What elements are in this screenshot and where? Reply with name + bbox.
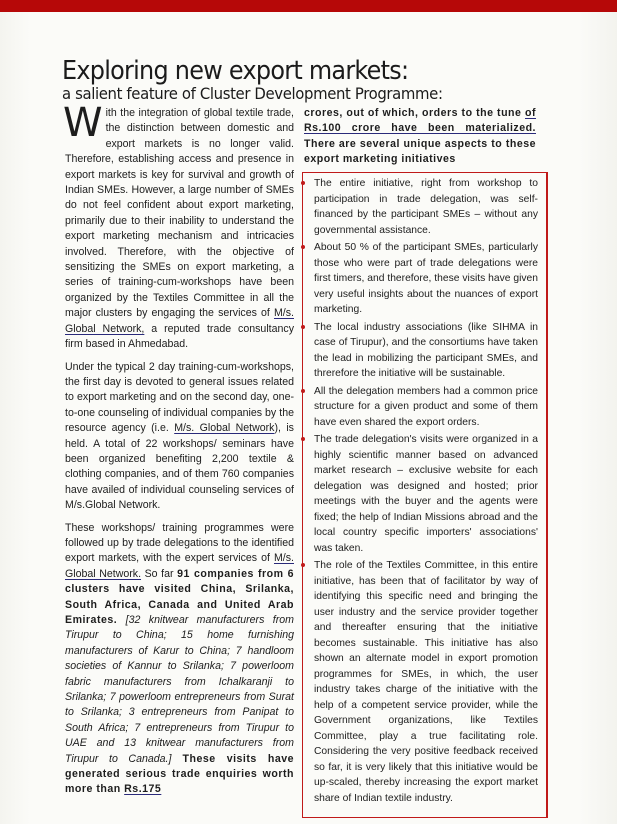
initiative-item: The role of the Textiles Committee, in this entire initiative, has been that of facilitator by way of identifying this specific need and bringing the user industry and the service provider together and thereafter ensuring that the initiative becomes sustainable. This initiative has also shown an alternate model in export promotion programmes for SMEs, in which, the user industry takes charge of the initiative with the help of a competent service provider, while the Government organizations, like Textiles Committee, play a true facilitating role. Considering the very positive feedback received so far, it is very likely that this initiative would be up-scaled, thereby increasing the export market share of Indian textile industry. — [314, 558, 538, 806]
initiative-item: All the delegation members had a common price structure for a given product and some of them have even shared the export orders. — [314, 384, 538, 431]
delegation-highlight: 91 companies from 6 clusters have visited China, Srilanka, South Africa, Canada and United Arab Emirates. — [65, 567, 294, 626]
left-column — [63, 100, 294, 805]
article-title: Exploring new export markets: — [62, 56, 409, 86]
delegation-details: [32 knitwear manufacturers from Tirupur to China; 15 home furnishing manufacturers of Karur to China; 7 handloom societies of Kannur to Srilanka; 7 powerloom fabric manufacturers from Ichalkaranji to Srilanka; 7 powerloom entrepreneurs from Surat to Srilanka; 3 entrepreneurs from Panipat to South Africa; 7 entrepreneurs from Tirupur to UAE and 13 knitwear manufacturers from Tirupur to Canada.] — [65, 614, 294, 765]
top-color-bar — [0, 0, 617, 12]
initiative-item: About 50 % of the participant SMEs, particularly those who were part of trade delegations were first timers, and therefore, these visits have given very useful insights about the nuances of export marketing. — [314, 240, 538, 318]
paragraph-workshops: Under the typical 2 day training-cum-workshops, the first day is devoted to general issues related to export marketing and on the second day, one-to-one counseling of individual companies by the resource agency (i.e. M/s. Global Network), is held. A total of 22 workshops/ seminars have been organized benefiting 2,200 textile & clothing companies, and of them 760 companies have availed of individual counseling services of M/s.Global Network. — [65, 360, 294, 512]
initiative-item: The trade delegation's visits were organized in a highly scientific manner based on advanced market research – exclusive website for each delegation was designed and hosted; prior meetings with the buyer and the agents were fixed; the help of Indian Missions abroad and the local country specific importers' associations' was taken. — [314, 432, 538, 556]
initiative-item: The local industry associations (like SIHMA in case of Tirupur), and the consortiums have taken the lead in mobilizing the participant SMEs, and threrefore the initiative will be sustainable. — [314, 320, 538, 382]
paragraph-delegations: These workshops/ training programmes were followed up by trade delegations to the identified export markets, with the expert services of M/s. Global Network. So far 91 companies from 6 clusters have visited China, Srilanka, South Africa, Canada and United Arab Emirates. [32 knitwear manufacturers from Tirupur to China; 15 home furnishing manufacturers of Karur to China; 7 handloom societies of Kannur to Srilanka; 7 powerloom fabric manufacturers from Ichalkaranji to Srilanka; 7 powerloom entrepreneurs from Surat to Srilanka; 3 entrepreneurs from Panipat to South Africa; 7 entrepreneurs from Tirupur to UAE and 13 knitwear manufacturers from Tirupur to Canada.] These visits have generated serious trade enquiries worth more than Rs.175 — [65, 521, 294, 796]
initiative-item: The entire initiative, right from workshop to participation in trade delegation, was self-financed by the participant SMEs – without any governmental assistance. — [314, 176, 538, 238]
right-column — [304, 106, 536, 175]
global-network-link: M/s. Global Network, — [65, 307, 294, 335]
paragraph-intro: With the integration of global textile trade, the distinction between domestic and export markets is no longer valid. Therefore, establishing access and presence in export markets is key for survival and growth of Indian SMEs. However, a large number of SMEs do not feel confident about export marketing, primarily due to their inability to understand the export marketing mechanism and intricacies involved. Therefore, with the objective of sensitizing the SMEs on export marketing, a series of training-cum-workshops have been organized by the Textiles Committee in all the major clusters by engaging the services of M/s. Global Network, a reputed trade consultancy firm based in Ahmedabad. — [63, 100, 294, 351]
initiatives-box — [302, 172, 548, 818]
bullet-icon — [301, 245, 305, 249]
bullet-icon — [301, 437, 305, 441]
global-network-link: M/s. Global Network. — [65, 552, 294, 580]
bullet-icon — [301, 181, 305, 185]
bullet-icon — [301, 563, 305, 567]
drop-cap: W — [63, 100, 103, 146]
enquiries-value: Rs.175 — [124, 783, 162, 796]
initiatives-list — [314, 176, 538, 808]
global-network-link: M/s. Global Network — [174, 422, 275, 435]
bullet-icon — [301, 325, 305, 329]
orders-value: of Rs.100 crore have been materialized. — [304, 107, 536, 135]
article-subtitle: a salient feature of Cluster Development Programme: — [62, 84, 443, 103]
bullet-icon — [301, 389, 305, 393]
paragraph-continued: crores, out of which, orders to the tune of Rs.100 crore have been materialized. There are several unique aspects to these export marketing initiatives — [304, 107, 536, 166]
